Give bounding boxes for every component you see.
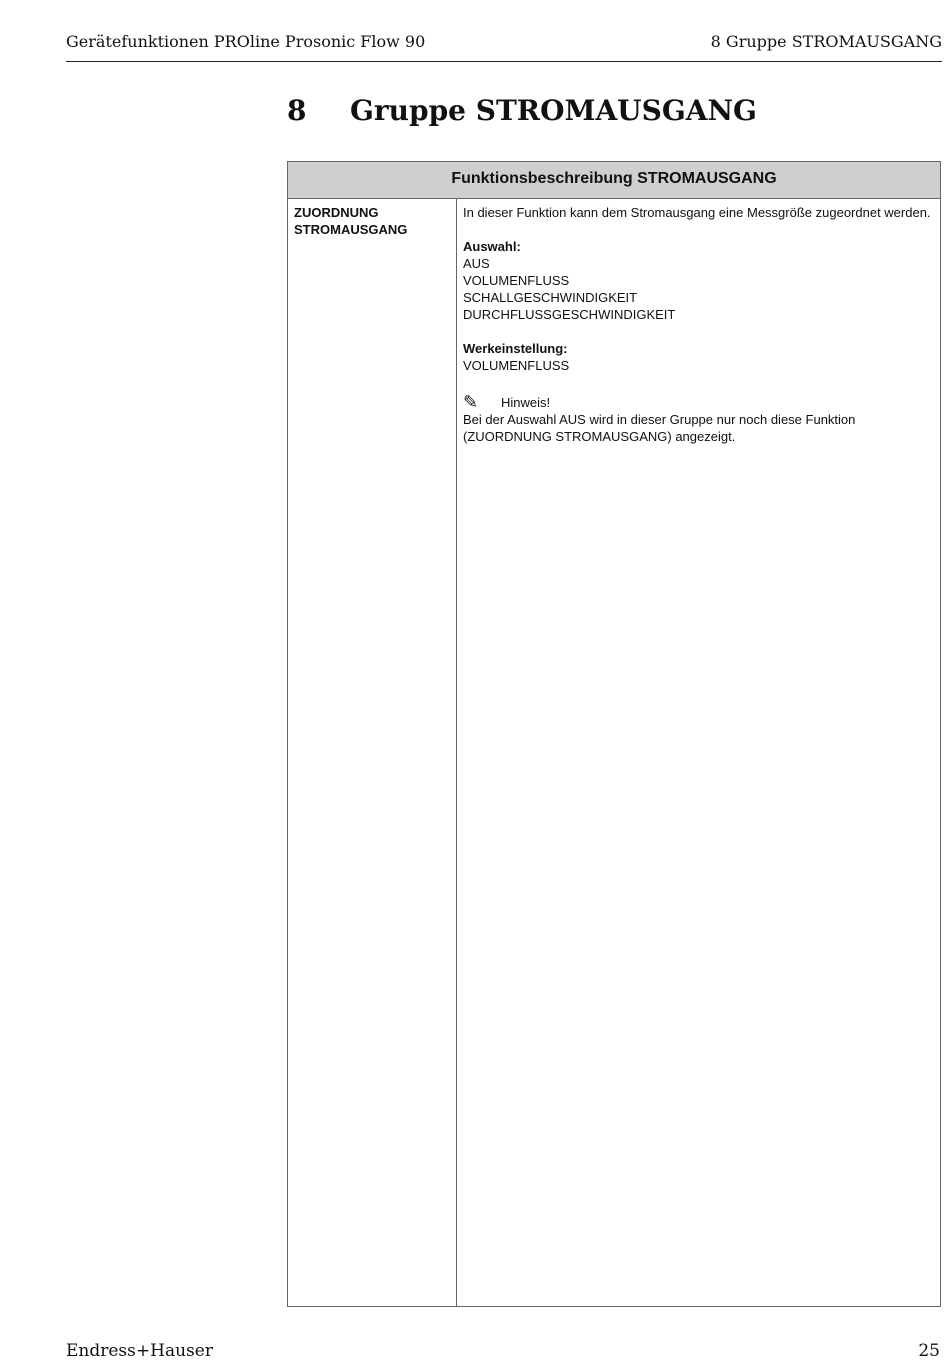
function-detail-cell	[463, 204, 933, 445]
header-section-title: 8 Gruppe STROMAUSGANG	[710, 32, 942, 51]
note-text: Bei der Auswahl AUS wird in dieser Gruppe nur noch diese Funktion (ZUORDNUNG STROMAUSGANG) angezeigt.	[463, 412, 856, 444]
selection-label: Auswahl:	[463, 239, 521, 254]
page-header	[66, 30, 942, 62]
function-name-cell	[294, 204, 449, 238]
function-description: In dieser Funktion kann dem Stromausgang eine Messgröße zugeordnet werden.	[463, 205, 931, 220]
function-name-line2: STROMAUSGANG	[294, 222, 408, 237]
selection-block	[463, 238, 933, 323]
factory-setting-value: VOLUMENFLUSS	[463, 358, 570, 373]
chapter-title: Gruppe STROMAUSGANG	[350, 94, 757, 127]
chapter-number: 8	[287, 94, 307, 127]
selection-option: SCHALLGESCHWINDIGKEIT	[463, 290, 638, 305]
pencil-icon: ✎	[463, 392, 479, 412]
function-name-line1: ZUORDNUNG	[294, 205, 379, 220]
note-label: Hinweis!	[501, 395, 551, 410]
selection-option: AUS	[463, 256, 490, 271]
selection-option: VOLUMENFLUSS	[463, 273, 570, 288]
note-header	[463, 394, 933, 411]
footer-brand: Endress+Hauser	[66, 1341, 213, 1361]
header-document-title: Gerätefunktionen PROline Prosonic Flow 90	[66, 32, 426, 51]
function-description-table	[287, 161, 941, 1307]
factory-setting-block	[463, 340, 933, 374]
table-heading: Funktionsbeschreibung STROMAUSGANG	[288, 162, 940, 199]
column-divider	[456, 198, 457, 1306]
footer-page-number: 25	[918, 1341, 940, 1361]
selection-option: DURCHFLUSSGESCHWINDIGKEIT	[463, 307, 676, 322]
factory-setting-label: Werkeinstellung:	[463, 341, 568, 356]
